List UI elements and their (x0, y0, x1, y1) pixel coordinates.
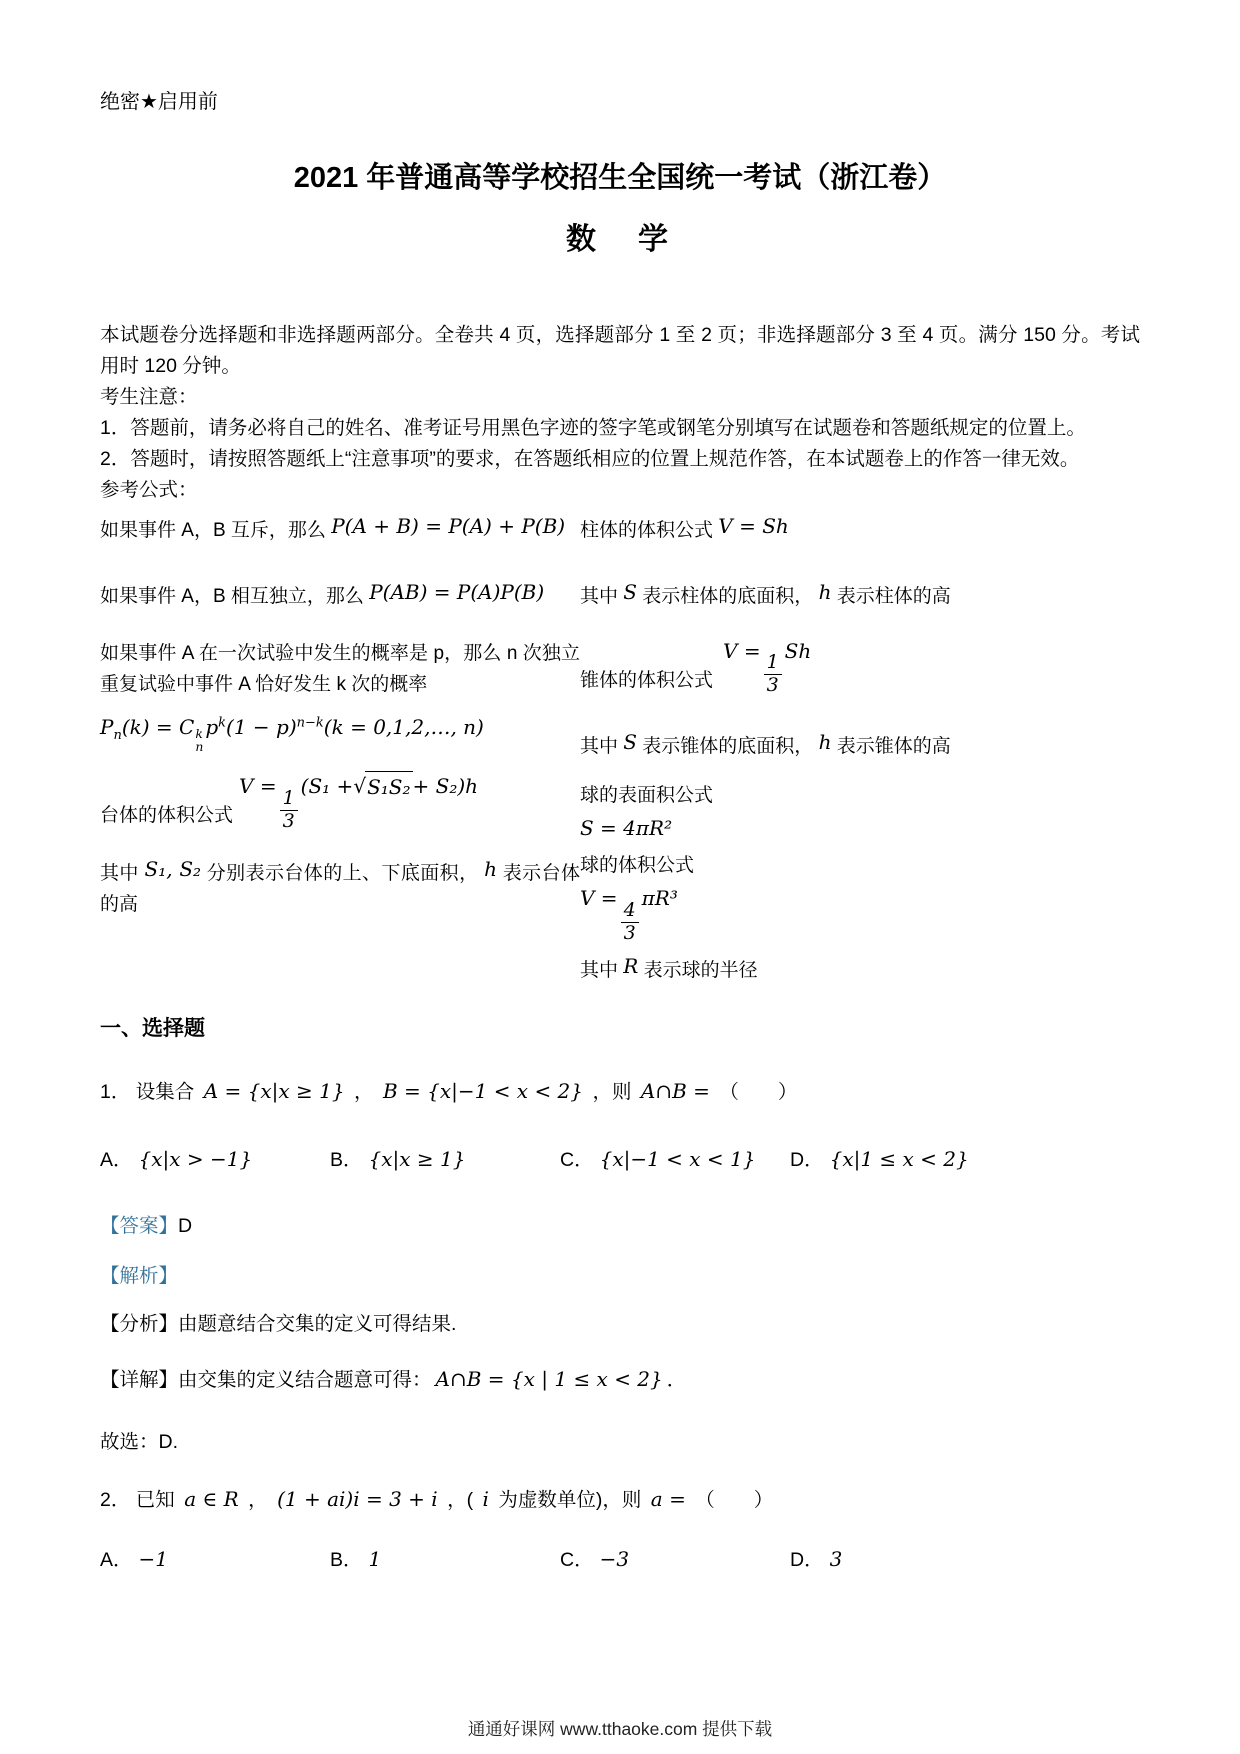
sphere-volume-formula (580, 883, 1140, 943)
option-label: C． (560, 1148, 594, 1171)
intro-paragraph: 本试题卷分选择题和非选择题两部分。全卷共 4 页，选择题部分 1 至 2 页；非选择题部分 3 至 4 页。满分 150 分。考试用时 120 分钟。 (100, 324, 1140, 377)
reference-formulas (100, 514, 1140, 986)
formula-math: P(AB) = P(A)P(B) (369, 580, 545, 604)
option-value: {x|x ≥ 1} (368, 1146, 466, 1171)
sphere-radius-note (580, 954, 1140, 986)
option-label: D． (790, 1148, 824, 1171)
cylinder-volume-formula (580, 514, 1140, 546)
fraction (280, 786, 298, 832)
stem-text: ， (248, 1488, 268, 1511)
fraction (764, 653, 782, 696)
math-token: (1 − p) (226, 715, 297, 739)
option-b (330, 1544, 560, 1572)
stem-math-equation: (1 + ai)i = 3 + i (277, 1486, 438, 1511)
fraction-numerator: 4 (621, 901, 639, 923)
math-token: (k) = C (121, 715, 195, 739)
note-text: 表示锥体的高 (836, 736, 951, 758)
answer-label: 【答案】 (100, 1214, 179, 1237)
option-label: A． (100, 1548, 133, 1571)
sub-sup-stack (195, 728, 203, 753)
stem-text: 设集合 (135, 1080, 195, 1103)
frustum-note (100, 857, 580, 920)
detailed-solution-line (100, 1364, 1140, 1392)
option-value: 3 (829, 1546, 843, 1571)
option-a (100, 1544, 330, 1572)
sphere-surface-label: 球的表面积公式 (580, 785, 714, 807)
reference-formulas-heading: 参考公式： (100, 479, 198, 501)
note-text: 其中 (580, 959, 619, 981)
bernoulli-description: 如果事件 A 在一次试验中发生的概率是 p，那么 n 次独立重复试验中事件 A 恰好发生 k 次的概率 (100, 643, 580, 695)
option-label: A． (100, 1148, 133, 1171)
cylinder-note (580, 580, 1140, 612)
option-value: {x|−1 < x < 1} (599, 1146, 756, 1171)
option-value: {x|x > −1} (138, 1146, 253, 1171)
option-label: D． (790, 1548, 824, 1571)
stem-text: ， (354, 1080, 374, 1103)
math-token: p (205, 715, 219, 739)
formula-math (723, 636, 811, 696)
stem-math-unknown: a = (650, 1486, 686, 1511)
binomial-probability-formula (100, 712, 580, 753)
math-token: (S₁ + (300, 774, 354, 799)
formula-label: 柱体的体积公式 (580, 520, 714, 541)
stem-text: 已知 (135, 1488, 175, 1511)
note-math: h (818, 580, 832, 604)
stem-math-set-b: B = {x|−1 < x < 2} (382, 1078, 584, 1103)
radical-sign: √ (353, 774, 367, 799)
note-text: 表示柱体的高 (836, 586, 951, 607)
note-math: S (623, 730, 637, 755)
stem-text: ，( (447, 1488, 474, 1511)
stem-math-intersection: A∩B = (640, 1078, 710, 1103)
answer-value: D (178, 1214, 193, 1237)
math-subscript: n (113, 728, 122, 743)
classification-banner: 绝密★启用前 (100, 91, 218, 113)
stem-text: 为虚数单位)，则 (498, 1488, 642, 1511)
note-math: S₁, S₂ (144, 857, 202, 882)
detailed-solution-period: ． (666, 1368, 687, 1391)
note-text: 表示台体的高 (100, 863, 580, 916)
question-number: 1． (100, 1080, 131, 1103)
brief-analysis-line (100, 1308, 1140, 1336)
formula-label: 台体的体积公式 (100, 805, 234, 827)
question-2-options (100, 1544, 1140, 1572)
option-value: −1 (138, 1546, 168, 1571)
option-a (100, 1144, 330, 1172)
option-label: C． (560, 1548, 594, 1571)
analysis-heading (100, 1260, 1140, 1288)
note-text: 其中 (100, 863, 139, 885)
option-value: 1 (368, 1546, 382, 1571)
question-number: 2． (100, 1488, 131, 1511)
formulas-right-column (580, 514, 1140, 986)
math-token: (k = 0,1,2,…, n) (323, 715, 484, 739)
detailed-solution-label: 【详解】 (100, 1368, 179, 1391)
question-2-stem (100, 1484, 1140, 1512)
conclusion-line: 故选：D. (100, 1430, 179, 1453)
note-text: 分别表示台体的上、下底面积， (206, 863, 479, 885)
option-value: {x|1 ≤ x < 2} (829, 1146, 969, 1171)
detailed-solution-text: 由交集的定义结合题意可得： (178, 1368, 432, 1391)
detailed-solution-math: A∩B = {x | 1 ≤ x < 2} (435, 1366, 663, 1391)
option-c (560, 1544, 790, 1572)
note-math: h (484, 857, 498, 882)
brief-analysis-label: 【分析】 (100, 1312, 179, 1335)
math-superscript: k (218, 715, 227, 731)
option-label: B． (330, 1148, 363, 1171)
stack-superscript: k (195, 726, 203, 742)
note-text: 表示柱体的底面积， (642, 586, 814, 607)
answer-blank-parentheses: （ ） (695, 1488, 774, 1511)
math-token: + S₂)h (412, 774, 479, 799)
notice-heading: 考生注意： (100, 386, 198, 408)
cone-volume-formula (580, 636, 1140, 696)
stem-math-set-a: A = {x|x ≥ 1} (203, 1078, 345, 1103)
fraction-denominator: 3 (766, 674, 779, 697)
notice-item-1: 1．答题前，请务必将自己的姓名、准考证号用黑色字迹的签字笔或钢笔分别填写在试题卷和答题纸规定的位置上。 (100, 417, 1086, 439)
section-heading-multiple-choice: 一、选择题 (100, 1016, 205, 1040)
option-label: B． (330, 1548, 363, 1571)
notice-item-2: 2．答题时，请按照答题纸上“注意事项”的要求，在答题纸相应的位置上规范作答，在本试题卷上的作答一律无效。 (100, 448, 1080, 470)
option-b (330, 1144, 560, 1172)
footer-download-source: 通通好课网 www.tthaoke.com 提供下载 (467, 1719, 773, 1739)
frustum-volume-formula (100, 771, 580, 831)
brief-analysis-text: 由题意结合交集的定义可得结果. (178, 1312, 457, 1335)
sphere-volume-label: 球的体积公式 (580, 855, 695, 877)
option-d (790, 1544, 1140, 1572)
subject-title: 数 学 (566, 223, 674, 256)
note-text: 其中 (580, 586, 619, 607)
formula-text: 如果事件 A，B 互斥，那么 (100, 520, 326, 541)
math-token: V = (723, 639, 761, 663)
analysis-label: 【解析】 (100, 1264, 179, 1287)
fraction-denominator: 3 (623, 921, 636, 944)
formula-math (239, 771, 478, 831)
stem-text: ，则 (592, 1080, 632, 1103)
stack-subscript: n (195, 738, 204, 754)
option-d (790, 1144, 1140, 1172)
note-text: 表示锥体的底面积， (642, 736, 814, 758)
fraction-numerator: 1 (764, 653, 782, 675)
formula-math: P(A + B) = P(A) + P(B) (331, 514, 566, 538)
independent-events-formula (100, 580, 580, 612)
math-token: πR³ (641, 886, 678, 911)
square-root (353, 771, 412, 803)
option-c (560, 1144, 790, 1172)
note-text: 表示球的半径 (643, 959, 758, 981)
formula-text: 如果事件 A，B 相互独立，那么 (100, 586, 364, 607)
formulas-left-column (100, 514, 580, 986)
question-1-options (100, 1144, 1140, 1172)
question-1-stem (100, 1076, 1140, 1104)
note-math: h (818, 730, 832, 755)
formula-label: 锥体的体积公式 (580, 670, 714, 692)
option-value: −3 (599, 1546, 630, 1571)
math-superscript: n−k (296, 715, 324, 731)
formula-math: V = Sh (718, 514, 789, 538)
cone-note (580, 730, 1140, 762)
sphere-surface-formula: S = 4πR² (580, 816, 673, 841)
exam-instructions (100, 320, 1140, 506)
exam-title: 2021 年普通高等学校招生全国统一考试（浙江卷） (293, 162, 947, 194)
radicand: S₁S₂ (365, 771, 412, 803)
fraction-denominator: 3 (282, 809, 295, 832)
stem-math-imaginary-unit: i (482, 1486, 489, 1511)
math-token: Sh (784, 639, 812, 663)
answer-line (100, 1210, 1140, 1238)
note-math: S (623, 580, 637, 604)
fraction (621, 898, 639, 944)
note-math: R (623, 953, 639, 978)
mutually-exclusive-formula (100, 514, 580, 546)
answer-blank-parentheses: （ ） (719, 1080, 798, 1103)
stem-math-domain: a ∈ R (184, 1486, 239, 1511)
math-token: V = (239, 774, 277, 799)
math-token: V = (580, 886, 618, 911)
note-text: 其中 (580, 736, 619, 758)
math-token: P (100, 715, 114, 739)
fraction-numerator: 1 (280, 789, 298, 811)
